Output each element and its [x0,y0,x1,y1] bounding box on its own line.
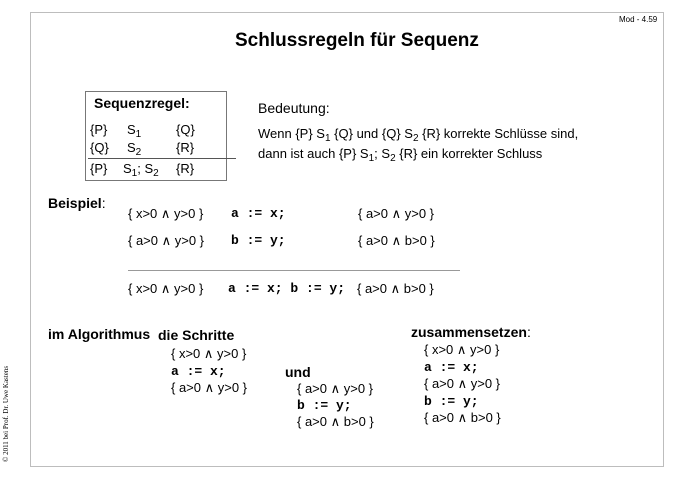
example-row2-code: b := y; [231,233,286,248]
rule-row2-stmt: $S_2$ [127,140,142,158]
combined-line1: { x>0 ∧ y>0 } [424,342,500,357]
meaning-label: Bedeutung: [258,100,330,116]
meaning-line1: Wenn {P} $S_1$ {Q} und {Q} $S_2$ {R} korrekte Schlüsse sind, [258,126,579,144]
step1-post: { a>0 ∧ y>0 } [171,380,248,395]
meaning-line2: dann ist auch {P} $S_1$; $S_2$ {R} ein korrekter Schluss [258,146,543,164]
rule-row3-pre: {P} [90,161,108,176]
example-divider [128,270,460,271]
example-row2-pre: { a>0 ∧ y>0 } [128,233,205,248]
algorithm-label: im Algorithmus [48,326,151,342]
example-label: Beispiel: [48,195,106,211]
page-title: Schlussregeln für Sequenz [235,30,479,51]
rule-row1-post: {Q} [176,122,195,137]
example-result-pre: { x>0 ∧ y>0 } [128,281,204,296]
example-row1-post: { a>0 ∧ y>0 } [358,206,435,221]
combined-line3: { a>0 ∧ y>0 } [424,376,501,391]
example-row1-pre: { x>0 ∧ y>0 } [128,206,204,221]
copyright-text: © 2011 bei Prof. Dr. Uwe Kastens [2,365,10,462]
example-row1-code: a := x; [231,206,286,221]
steps-label: die Schritte [158,327,235,343]
combine-label: zusammensetzen: [411,324,531,340]
rule-row1-pre: {P} [90,122,108,137]
step2-pre: { a>0 ∧ y>0 } [297,381,374,396]
rule-row2-post: {R} [176,140,195,155]
step2-code: b := y; [297,398,352,413]
step1-code: a := x; [171,364,226,379]
step2-post: { a>0 ∧ b>0 } [297,414,374,429]
rule-row2-pre: {Q} [90,140,109,155]
slide-number: Mod - 4.59 [619,15,658,24]
rule-row3-post: {R} [176,161,195,176]
rule-heading: Sequenzregel: [94,95,190,111]
rule-row1-stmt: $S_1$ [127,122,142,140]
combined-line2: a := x; [424,360,479,375]
rule-row3-stmt: $S_1$; $S_2$ [123,161,159,179]
example-result-post: { a>0 ∧ b>0 } [357,281,434,296]
combined-line4: b := y; [424,394,479,409]
example-row2-post: { a>0 ∧ b>0 } [358,233,435,248]
and-label: und [285,364,311,380]
step1-pre: { x>0 ∧ y>0 } [171,346,247,361]
combined-line5: { a>0 ∧ b>0 } [424,410,501,425]
rule-divider [88,158,236,159]
example-result-code: a := x; b := y; [228,281,346,296]
